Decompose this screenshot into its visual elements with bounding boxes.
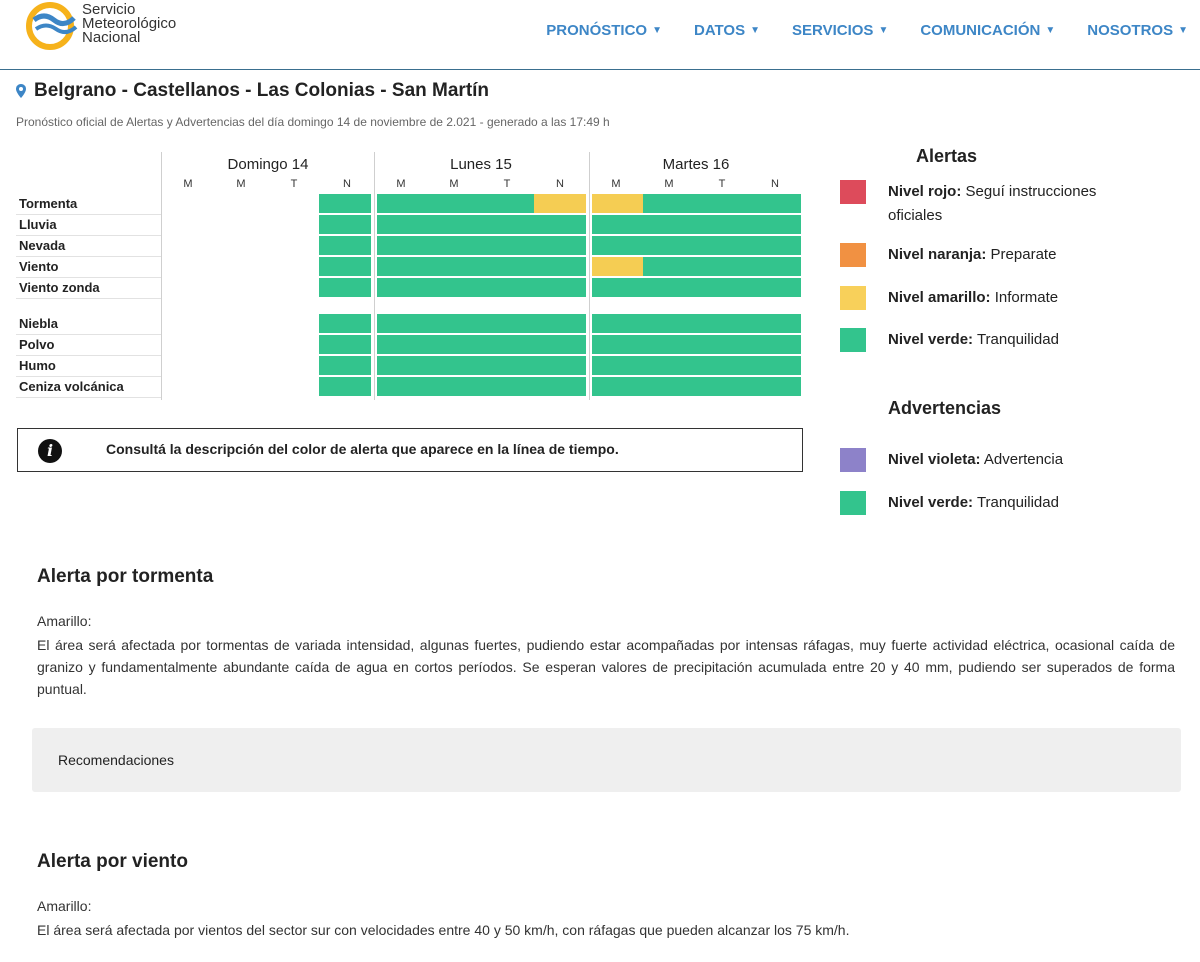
timeline-cell-verde[interactable] <box>481 236 534 255</box>
timeline-cell-verde[interactable] <box>534 314 586 333</box>
timeline-cell-verde[interactable] <box>481 335 534 354</box>
timeline-cell-verde[interactable] <box>592 356 643 375</box>
period-label: T <box>503 178 511 190</box>
smn-logo[interactable] <box>26 2 226 50</box>
timeline-cell-verde[interactable] <box>534 215 586 234</box>
timeline-cell-verde[interactable] <box>643 314 696 333</box>
row-label: Ceniza volcánica <box>19 379 124 394</box>
row-label: Polvo <box>19 337 55 352</box>
timeline-cell-verde[interactable] <box>643 377 696 396</box>
row-divider <box>16 277 161 278</box>
timeline-cell-verde[interactable] <box>481 356 534 375</box>
caret-down-icon: ▼ <box>1178 25 1188 36</box>
row-divider <box>16 235 161 236</box>
timeline-cell-verde[interactable] <box>481 278 534 297</box>
row-label: Tormenta <box>19 196 78 211</box>
timeline-cell-verde[interactable] <box>592 236 643 255</box>
timeline-cell-verde[interactable] <box>319 377 371 396</box>
legend-alertas-title: Alertas <box>916 146 978 166</box>
timeline-cell-verde[interactable] <box>377 215 428 234</box>
timeline-cell-verde[interactable] <box>534 236 586 255</box>
legend-item-violeta: Nivel violeta: Advertencia <box>840 448 1190 474</box>
color-swatch <box>840 491 866 515</box>
timeline-cell-verde[interactable] <box>319 257 371 276</box>
nav-comunicacion[interactable]: COMUNICACIÓN ▼ <box>920 22 1056 39</box>
nav-pronostico[interactable]: PRONÓSTICO ▼ <box>546 22 662 39</box>
row-label: Viento zonda <box>19 280 100 295</box>
period-label: T <box>718 178 726 190</box>
timeline-cell-verde[interactable] <box>428 377 481 396</box>
color-swatch <box>840 328 866 352</box>
legend-advertencias-title: Advertencias <box>888 398 1002 418</box>
timeline-cell-verde[interactable] <box>481 314 534 333</box>
legend-item-amarillo: Nivel amarillo: Informate <box>840 286 1190 312</box>
timeline-cell-verde[interactable] <box>428 314 481 333</box>
legend-item-naranja: Nivel naranja: Preparate <box>840 243 1190 269</box>
alert-timeline <box>16 152 806 400</box>
timeline-cell-verde[interactable] <box>696 215 749 234</box>
timeline-cell-verde[interactable] <box>749 278 801 297</box>
timeline-cell-verde[interactable] <box>377 257 428 276</box>
timeline-cell-verde[interactable] <box>534 356 586 375</box>
timeline-cell-verde[interactable] <box>643 356 696 375</box>
day-separator <box>374 152 375 400</box>
timeline-cell-verde[interactable] <box>377 356 428 375</box>
timeline-cell-verde[interactable] <box>319 335 371 354</box>
timeline-cell-verde[interactable] <box>377 314 428 333</box>
alert-tormenta-title: Alerta por tormenta <box>37 566 214 587</box>
timeline-cell-verde[interactable] <box>428 335 481 354</box>
legend-item-verde: Nivel verde: Tranquilidad <box>840 328 1190 354</box>
timeline-cell-verde[interactable] <box>534 257 586 276</box>
period-label: M <box>396 178 406 190</box>
timeline-cell-verde[interactable] <box>696 257 749 276</box>
timeline-cell-verde[interactable] <box>592 215 643 234</box>
period-label: M <box>611 178 621 190</box>
period-label: M <box>236 178 246 190</box>
color-swatch <box>840 286 866 310</box>
timeline-cell-verde[interactable] <box>377 278 428 297</box>
row-divider <box>16 397 161 398</box>
timeline-cell-amarillo[interactable] <box>534 194 586 213</box>
site-header <box>0 0 1200 70</box>
timeline-cell-verde[interactable] <box>696 335 749 354</box>
row-label: Niebla <box>19 316 59 331</box>
timeline-cell-verde[interactable] <box>534 278 586 297</box>
recommendations-label: Recomendaciones <box>58 752 174 768</box>
period-label: M <box>664 178 674 190</box>
row-divider <box>16 256 161 257</box>
period-label: N <box>343 178 351 190</box>
recommendations-panel[interactable] <box>32 728 1181 792</box>
timeline-cell-verde[interactable] <box>643 335 696 354</box>
timeline-cell-verde[interactable] <box>592 314 643 333</box>
timeline-cell-verde[interactable] <box>319 215 371 234</box>
timeline-cell-verde[interactable] <box>643 257 696 276</box>
timeline-cell-verde[interactable] <box>592 278 643 297</box>
timeline-cell-verde[interactable] <box>377 377 428 396</box>
timeline-cell-verde[interactable] <box>643 278 696 297</box>
caret-down-icon: ▼ <box>652 25 662 36</box>
period-label: M <box>183 178 193 190</box>
row-label: Lluvia <box>19 217 57 232</box>
nav-nosotros[interactable]: NOSOTROS ▼ <box>1087 22 1188 39</box>
timeline-cell-verde[interactable] <box>428 215 481 234</box>
row-label: Viento <box>19 259 59 274</box>
timeline-cell-verde[interactable] <box>534 335 586 354</box>
timeline-cell-verde[interactable] <box>592 377 643 396</box>
row-divider <box>16 298 161 299</box>
timeline-cell-verde[interactable] <box>377 194 428 213</box>
period-label: N <box>771 178 779 190</box>
timeline-cell-verde[interactable] <box>749 194 801 213</box>
nav-datos[interactable]: DATOS ▼ <box>693 22 761 39</box>
caret-down-icon: ▼ <box>750 25 761 36</box>
info-box <box>17 428 803 472</box>
timeline-cell-verde[interactable] <box>319 356 371 375</box>
timeline-cell-verde[interactable] <box>319 236 371 255</box>
timeline-cell-verde[interactable] <box>534 377 586 396</box>
day-label: Lunes 15 <box>450 156 512 173</box>
timeline-cell-verde[interactable] <box>428 236 481 255</box>
timeline-cell-verde[interactable] <box>749 335 801 354</box>
timeline-cell-amarillo[interactable] <box>592 257 643 276</box>
timeline-cell-verde[interactable] <box>428 257 481 276</box>
color-swatch <box>840 448 866 472</box>
location-title: Belgrano - Castellanos - Las Colonias - San Martín <box>34 80 490 101</box>
day-label: Domingo 14 <box>227 156 309 173</box>
timeline-cell-verde[interactable] <box>696 314 749 333</box>
info-text: Consultá la descripción del color de alerta que aparece en la línea de tiempo. <box>106 441 619 457</box>
alert-viento-title: Alerta por viento <box>37 851 188 872</box>
row-label: Nevada <box>19 238 66 253</box>
period-label: M <box>449 178 459 190</box>
timeline-cell-verde[interactable] <box>319 278 371 297</box>
timeline-cell-verde[interactable] <box>319 314 371 333</box>
timeline-cell-verde[interactable] <box>696 278 749 297</box>
period-label: N <box>556 178 564 190</box>
timeline-cell-verde[interactable] <box>696 194 749 213</box>
timeline-cell-verde[interactable] <box>749 377 801 396</box>
alert-viento-level: Amarillo: <box>37 898 92 914</box>
timeline-cell-verde[interactable] <box>592 335 643 354</box>
alert-tormenta-level: Amarillo: <box>37 613 92 629</box>
caret-down-icon: ▼ <box>878 25 889 36</box>
day-separator <box>589 152 590 400</box>
timeline-cell-verde[interactable] <box>696 356 749 375</box>
timeline-cell-verde[interactable] <box>377 335 428 354</box>
alert-viento-description: El área será afectada por vientos del sector sur con velocidades entre 40 y 50 km/h, con ráfagas que pueden alcanzar los 75 km/h. <box>37 922 850 938</box>
row-divider <box>16 334 161 335</box>
timeline-cell-verde[interactable] <box>319 194 371 213</box>
timeline-cell-verde[interactable] <box>696 236 749 255</box>
timeline-cell-verde[interactable] <box>643 236 696 255</box>
timeline-cell-verde[interactable] <box>377 236 428 255</box>
timeline-cell-verde[interactable] <box>643 215 696 234</box>
alert-tormenta-description: El área será afectada por tormentas de variada intensidad, algunas fuertes, pudiendo estar acompañadas por intensas ráfagas, muy fuerte actividad eléctrica, ocasional caída de granizo y fundamentalmente abundante caída de agua en cortos períodos. Se esperan valores de precipitación acumulada entre 20 y 40 mm, pudiendo ser superados de forma puntual. <box>37 637 1175 697</box>
period-label: T <box>290 178 298 190</box>
timeline-cell-verde[interactable] <box>749 257 801 276</box>
map-pin-icon <box>16 84 26 98</box>
location-header <box>16 80 489 102</box>
timeline-cell-verde[interactable] <box>749 236 801 255</box>
timeline-cell-verde[interactable] <box>481 215 534 234</box>
timeline-cell-verde[interactable] <box>428 278 481 297</box>
main-nav <box>514 22 1188 39</box>
logo-text: Servicio Meteorológico Nacional <box>82 1 177 46</box>
row-divider <box>16 214 161 215</box>
day-label: Martes 16 <box>662 156 730 173</box>
timeline-cell-verde[interactable] <box>481 377 534 396</box>
timeline-cell-verde[interactable] <box>749 356 801 375</box>
row-label: Humo <box>19 358 56 373</box>
legend-item-verde-advertencia: Nivel verde: Tranquilidad <box>840 491 1190 517</box>
legend-item-rojo: Nivel rojo: Seguí instrucciones oficiales <box>840 180 1190 228</box>
timeline-cell-verde[interactable] <box>696 377 749 396</box>
timeline-cell-verde[interactable] <box>428 194 481 213</box>
info-icon: i <box>38 439 62 463</box>
timeline-cell-verde[interactable] <box>749 215 801 234</box>
row-divider <box>16 376 161 377</box>
timeline-cell-amarillo[interactable] <box>592 194 643 213</box>
timeline-cell-verde[interactable] <box>643 194 696 213</box>
color-swatch <box>840 180 866 204</box>
color-swatch <box>840 243 866 267</box>
timeline-cell-verde[interactable] <box>481 194 534 213</box>
timeline-cell-verde[interactable] <box>749 314 801 333</box>
smn-logo-icon <box>26 2 78 50</box>
row-divider <box>16 355 161 356</box>
nav-servicios[interactable]: SERVICIOS ▼ <box>792 22 889 39</box>
forecast-subtitle: Pronóstico oficial de Alertas y Advertencias del día domingo 14 de noviembre de 2.021 - generado a las 17:49 h <box>16 115 610 129</box>
day-separator <box>161 152 162 400</box>
caret-down-icon: ▼ <box>1045 25 1056 36</box>
timeline-cell-verde[interactable] <box>428 356 481 375</box>
timeline-cell-verde[interactable] <box>481 257 534 276</box>
